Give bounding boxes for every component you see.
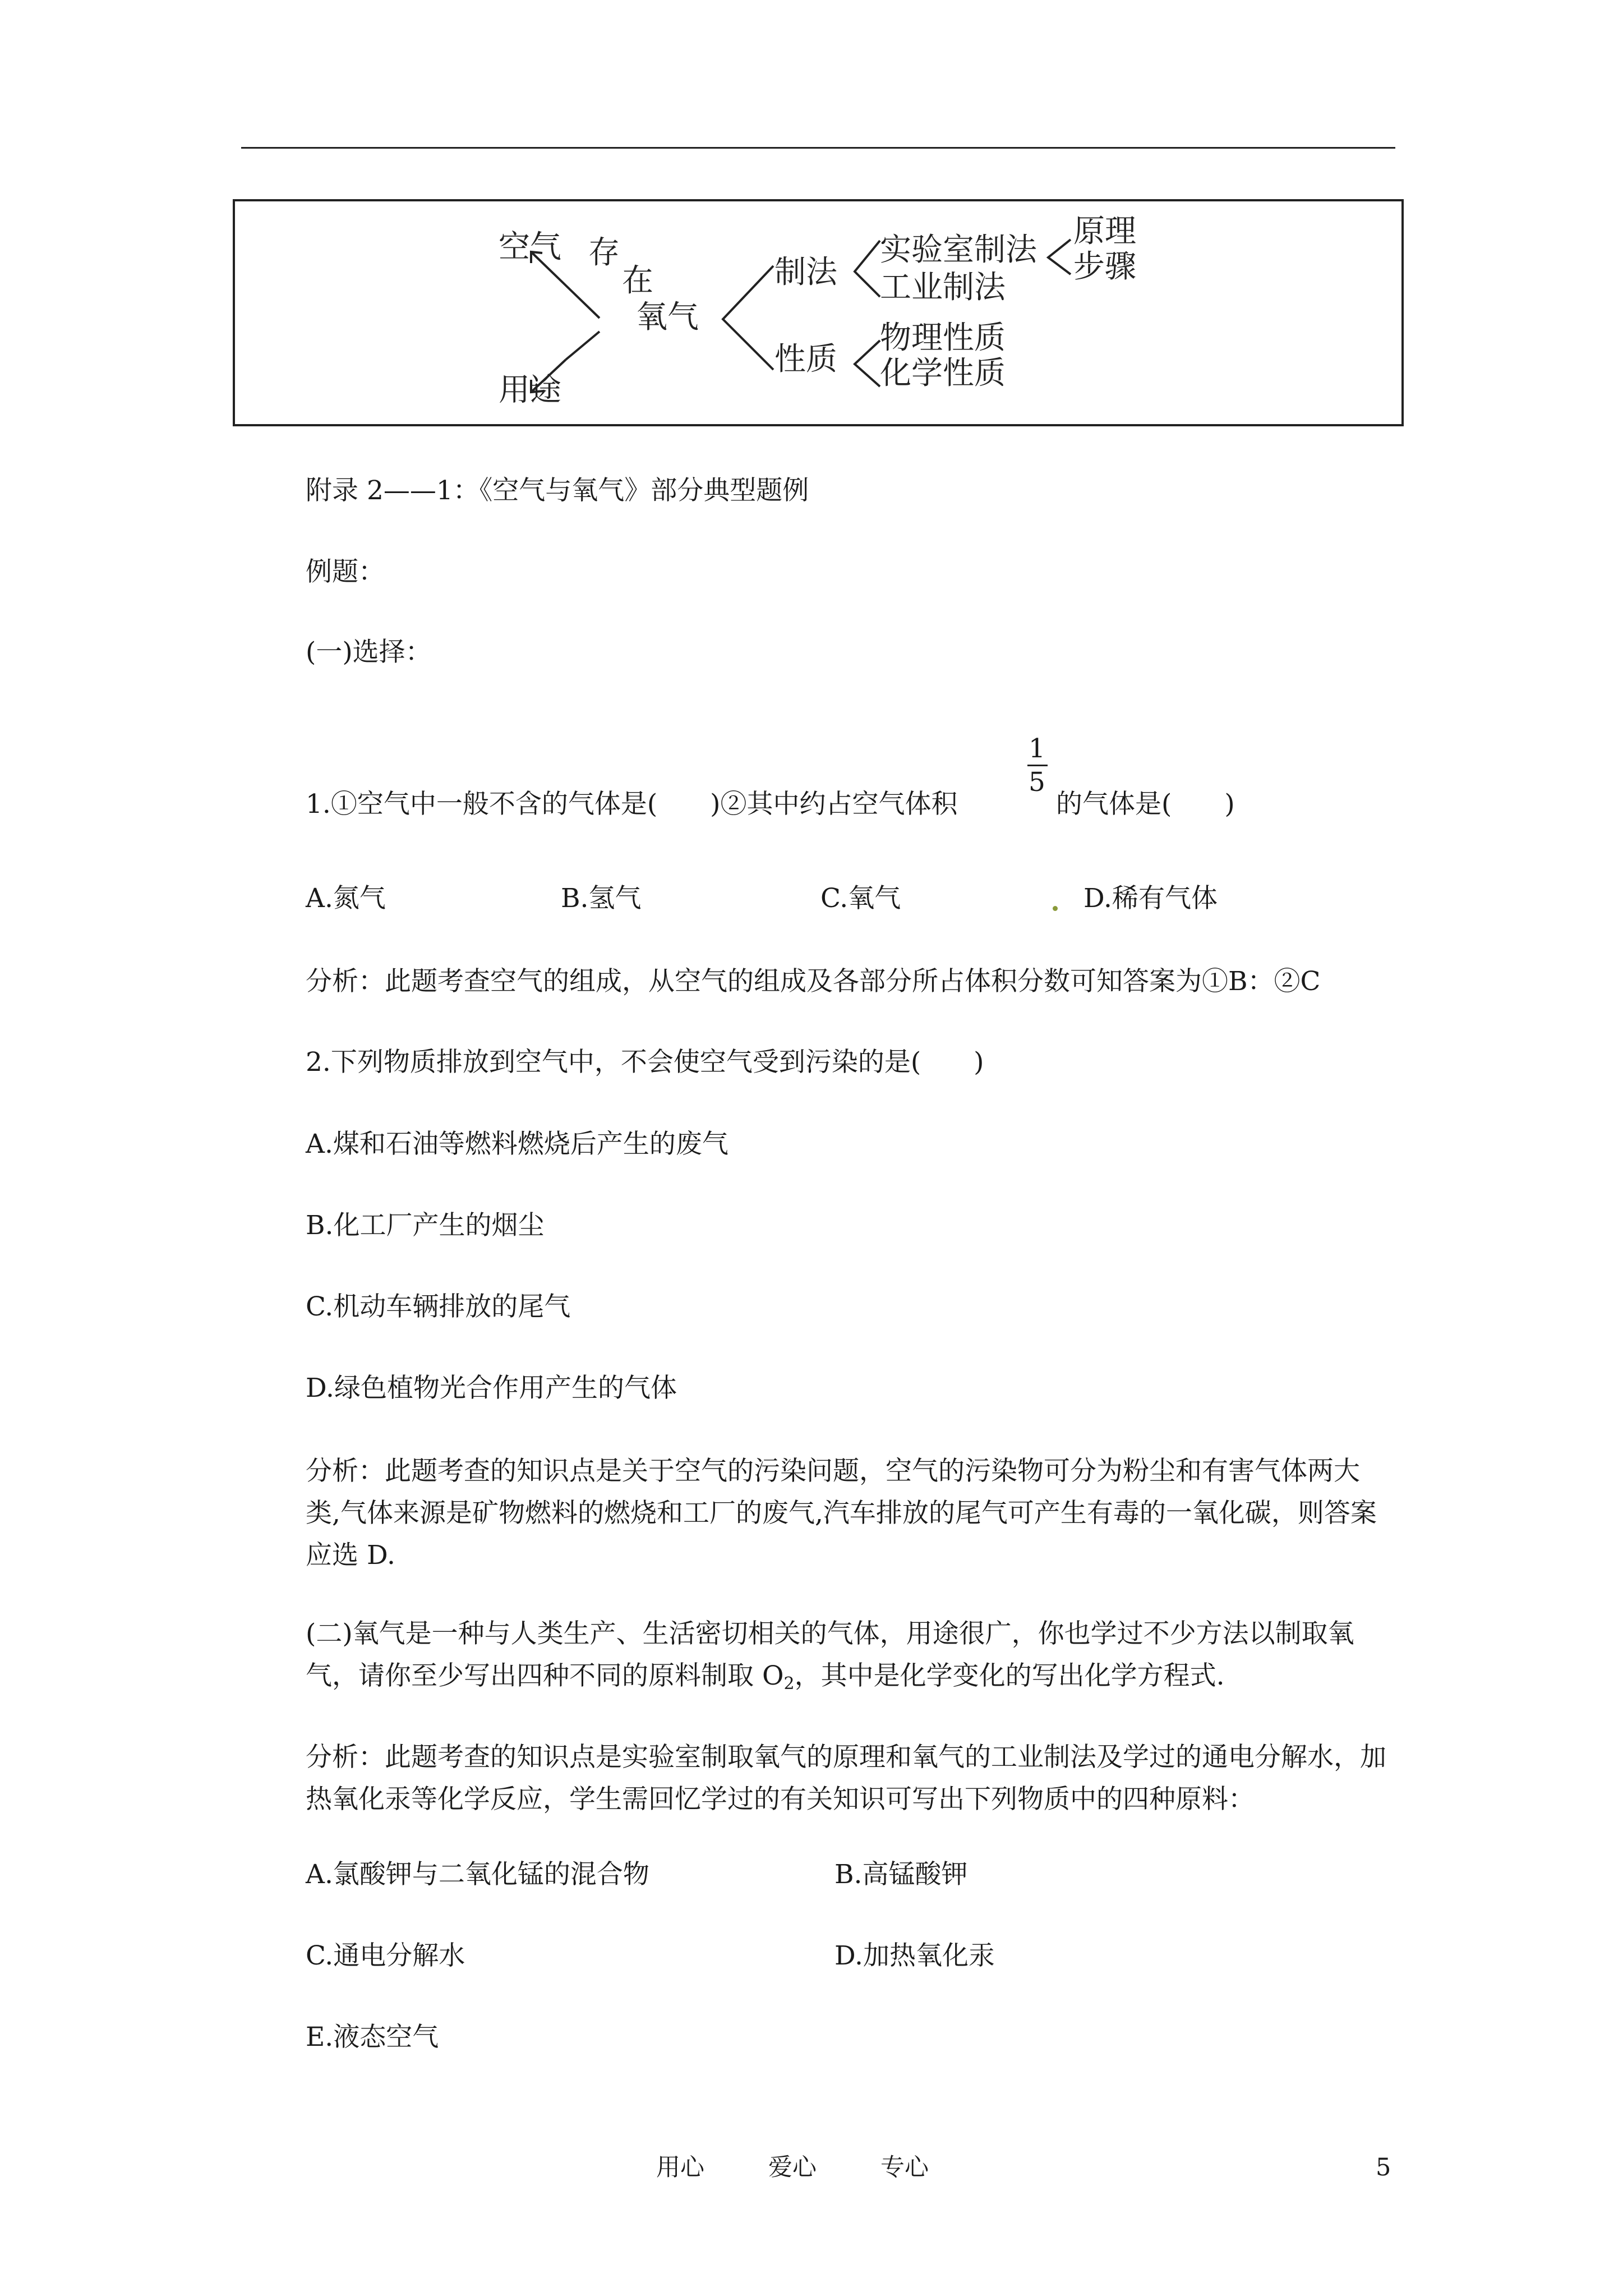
q2-analysis-text: 分析：此题考查的知识点是关于空气的污染问题，空气的污染物可分为粉尘和有害气体两大类,气体来源是矿物燃料的燃烧和工厂的废气,汽车排放的尾气可产生有毒的一氧化碳，则答案应选 D. (306, 1456, 1377, 1571)
q1-option-a: A.氮气 (306, 883, 386, 914)
footer-motto-2: 爱心 (768, 2154, 817, 2182)
page-number: 5 (1376, 2154, 1391, 2182)
section2-option-d: D.加热氧化汞 (834, 1940, 995, 1971)
concept-map (233, 199, 1404, 426)
examples-label: 例题： (306, 556, 385, 587)
section1-label: (一)选择： (306, 637, 432, 668)
bracket-oxygen (723, 266, 773, 370)
section2-option-a: A.氯酸钾与二氧化锰的混合物 (306, 1859, 649, 1890)
arrow-to-use-a (566, 332, 600, 360)
section2-analysis-text: 分析：此题考查的知识点是实验室制取氧气的原理和氧气的工业制法及学过的通电分解水，加热氧化汞等化学反应，学生需回忆学过的有关知识可写出下列物质中的四种原料： (306, 1742, 1386, 1815)
q2-option-c: C.机动车辆排放的尾气 (306, 1291, 571, 1322)
node-exist-2: 在 (622, 263, 653, 299)
section2-option-b: B.高锰酸钾 (834, 1859, 968, 1890)
footer-motto-1: 用心 (656, 2154, 704, 2182)
section2-text-before: (二)氧气是一种与人类生产、生活密切相关的气体，用途很广，你也学过不少方法以制取氧气，请你至少写出四种不同的原料制取 O (306, 1618, 1354, 1691)
appendix-title: 附录 2——1：《空气与氧气》部分典型题例 (306, 475, 809, 506)
node-preparation: 制法 (774, 254, 837, 291)
q1-option-d: D.稀有气体 (1083, 883, 1218, 914)
q2-option-a: A.煤和石油等燃料燃烧后产生的废气 (306, 1129, 728, 1159)
q1-stem-part1: 1.①空气中一般不含的气体是( )②其中约占空气体积 (306, 789, 958, 820)
section2-subscript: 2 (783, 1674, 795, 1694)
node-industrial-method: 工业制法 (880, 269, 1006, 306)
section2-analysis (306, 1736, 1391, 1820)
node-use: 用途 (499, 372, 561, 408)
section2-question (306, 1613, 1391, 1705)
q1-fraction-bar (1027, 765, 1048, 766)
node-physical: 物理性质 (880, 320, 1006, 356)
section2-option-e: E.液态空气 (306, 2022, 439, 2053)
node-oxygen: 氧气 (636, 299, 699, 335)
node-chemical: 化学性质 (880, 355, 1006, 392)
q1-stem-part2: 的气体是( ) (1056, 789, 1235, 820)
node-air: 空气 (499, 229, 561, 265)
q2-option-b: B.化工厂产生的烟尘 (306, 1210, 545, 1241)
q2-stem: 2.下列物质排放到空气中，不会使空气受到污染的是( ) (306, 1047, 984, 1078)
bracket-preparation (855, 241, 880, 297)
node-properties: 性质 (774, 341, 837, 378)
node-exist-1: 存 (588, 234, 620, 271)
node-principle: 原理 (1073, 213, 1136, 250)
concept-map-svg (235, 201, 1401, 424)
q2-analysis (306, 1450, 1391, 1576)
bracket-lab (1048, 240, 1071, 274)
q2-option-d: D.绿色植物光合作用产生的气体 (306, 1373, 677, 1404)
stray-dot (1053, 906, 1058, 911)
footer-motto-3: 专心 (880, 2154, 929, 2182)
q1-option-b: B.氢气 (561, 883, 642, 914)
q1-fraction-denominator: 5 (1029, 767, 1045, 798)
node-lab-method: 实验室制法 (880, 232, 1037, 268)
bracket-properties (855, 341, 880, 386)
section2-text-after: ，其中是化学变化的写出化学方程式. (794, 1660, 1225, 1691)
header-rule (241, 147, 1395, 149)
section2-option-c: C.通电分解水 (306, 1940, 465, 1971)
q1-analysis: 分析：此题考查空气的组成，从空气的组成及各部分所占体积分数可知答案为①B：②C (306, 966, 1321, 997)
q1-option-c: C.氧气 (820, 883, 901, 914)
node-steps: 步骤 (1073, 249, 1136, 285)
q1-fraction-numerator: 1 (1029, 733, 1045, 764)
